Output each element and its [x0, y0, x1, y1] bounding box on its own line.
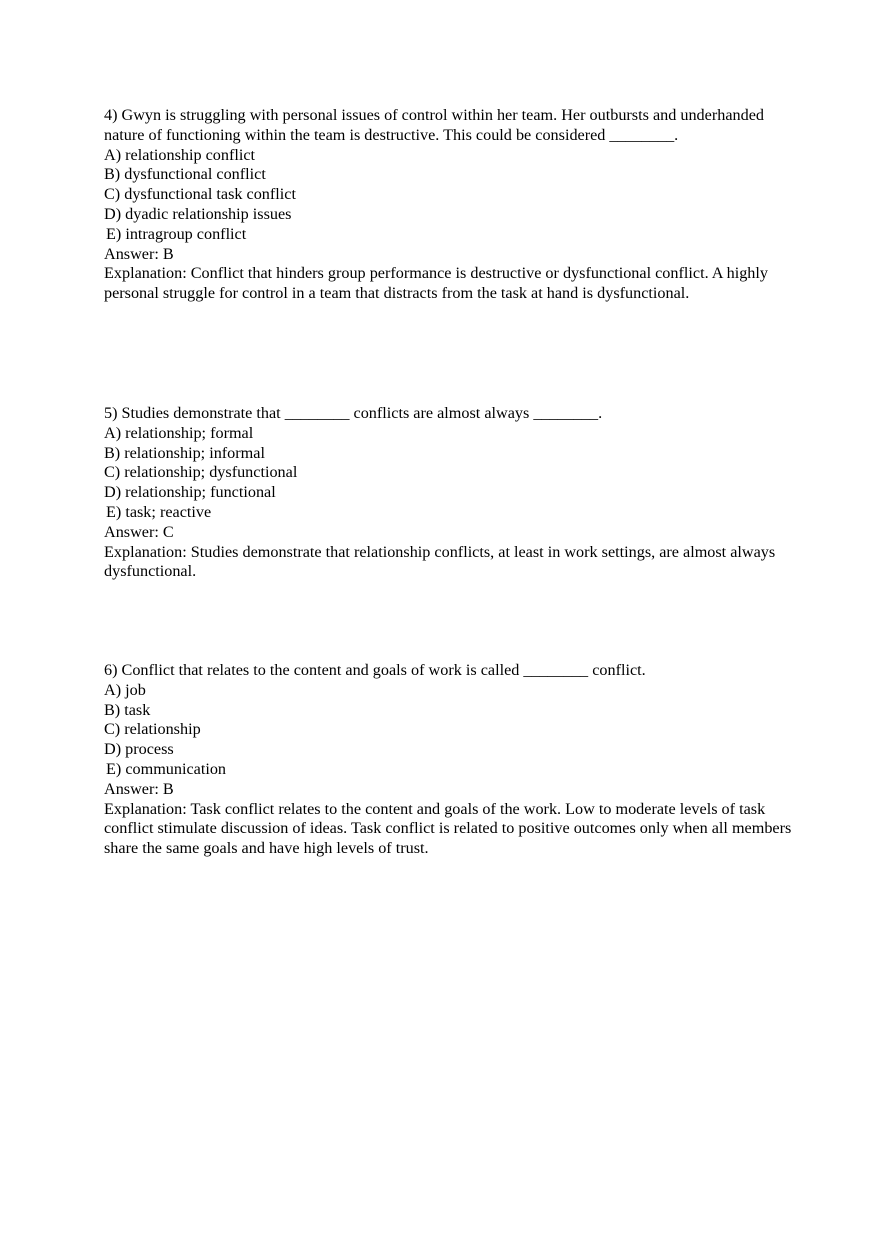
option-c: C) relationship; dysfunctional [104, 463, 298, 482]
answer: Answer: B [104, 779, 174, 798]
option-a: A) job [104, 680, 146, 699]
option-e: E) intragroup conflict [106, 224, 247, 243]
question-5 [104, 404, 794, 582]
question-6 [104, 661, 794, 859]
answer: Answer: B [104, 244, 174, 263]
answer: Answer: C [104, 522, 174, 541]
option-b: B) relationship; informal [104, 443, 265, 462]
option-c: C) relationship [104, 720, 201, 739]
question-stem: 5) Studies demonstrate that ________ conflicts are almost always ________. [104, 404, 603, 422]
explanation: Explanation: Task conflict relates to the content and goals of the work. Low to moderate levels of task conflict stimulate discussion of ideas. Task conflict is related to positive outcomes only when all members share the same goals and have high levels of trust. [104, 799, 792, 858]
question-4 [104, 106, 794, 304]
option-c: C) dysfunctional task conflict [104, 185, 296, 204]
explanation: Explanation: Conflict that hinders group performance is destructive or dysfunctional conflict. A highly personal struggle for control in a team that distracts from the task at hand is dysfunctional. [104, 264, 768, 303]
explanation: Explanation: Studies demonstrate that relationship conflicts, at least in work settings, are almost always dysfunctional. [104, 542, 776, 581]
question-stem: 6) Conflict that relates to the content and goals of work is called ________ conflict. [104, 661, 646, 679]
option-e: E) communication [106, 759, 227, 778]
option-d: D) relationship; functional [104, 483, 276, 502]
option-a: A) relationship; formal [104, 423, 254, 442]
question-stem: 4) Gwyn is struggling with personal issues of control within her team. Her outbursts and underhanded nature of functioning within the team is destructive. This could be considered ________. [104, 106, 769, 144]
option-e: E) task; reactive [106, 502, 212, 521]
option-d: D) process [104, 740, 174, 759]
option-b: B) task [104, 700, 151, 719]
option-b: B) dysfunctional conflict [104, 165, 266, 184]
option-a: A) relationship conflict [104, 145, 256, 164]
option-d: D) dyadic relationship issues [104, 204, 292, 223]
